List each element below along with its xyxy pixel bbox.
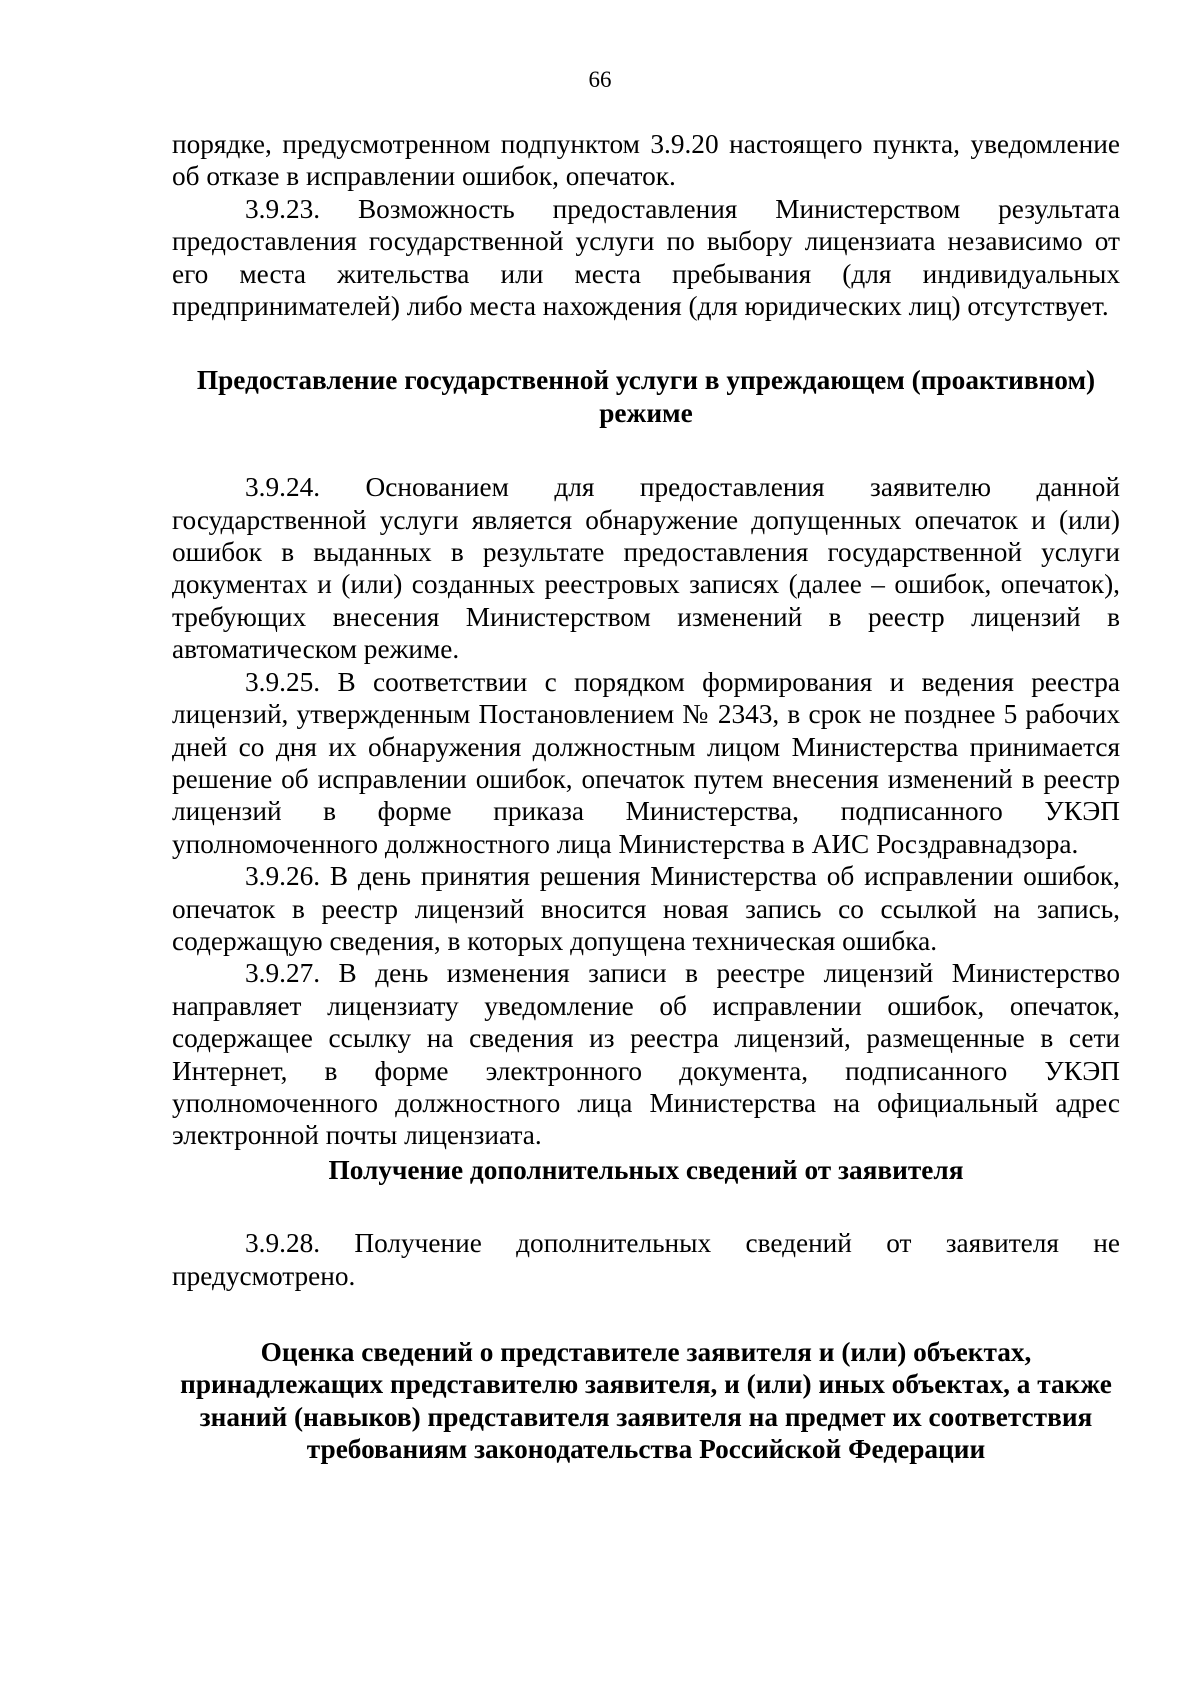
paragraph-3-9-27: 3.9.27. В день изменения записи в реестре лицензий Министерство направляет лицензиату уведомление об исправлении ошибок, опечаток, содержащее ссылку на сведения из реестра лицензий, размещенные в сети Интернет, в форме электронного документа, подписанного УКЭП уполномоченного должностного лица Министерства на официальный адрес электронной почты лицензиата. [172,958,1120,1151]
page-number: 66 [588,67,612,92]
document-body [172,128,1120,1466]
paragraph-3-9-23: 3.9.23. Возможность предоставления Министерством результата предоставления государственной услуги по выбору лицензиата независимо от его места жительства или места пребывания (для индивидуальных предпринимателей) либо места нахождения (для юридических лиц) отсутствует. [172,193,1120,322]
paragraph-continuation: порядке, предусмотренном подпунктом 3.9.20 настоящего пункта, уведомление об отказе в исправлении ошибок, опечаток. [172,129,1120,192]
paragraph-3-9-26: 3.9.26. В день принятия решения Министерства об исправлении ошибок, опечаток в реестр лицензий вносится новая запись со ссылкой на запись, содержащую сведения, в которых допущена техническая ошибка. [172,861,1120,956]
section-heading-assessment: Оценка сведений о представителе заявителя и (или) объектах, принадлежащих представителю заявителя, и (или) иных объектах, а также знаний (навыков) представителя заявителя на предмет их соответствия требованиям законодательства Российской Федерации [180,1337,1112,1465]
section-heading-proactive: Предоставление государственной услуги в упреждающем (проактивном) режиме [196,365,1096,428]
paragraph-3-9-28: 3.9.28. Получение дополнительных сведений от заявителя не предусмотрено. [172,1228,1120,1291]
section-heading-additional-info: Получение дополнительных сведений от заявителя [328,1154,964,1185]
paragraph-3-9-24: 3.9.24. Основанием для предоставления заявителю данной государственной услуги является обнаружение допущенных опечаток и (или) ошибок в выданных в результате предоставления государственной услуги документах и (или) созданных реестровых записях (далее – ошибок, опечаток), требующих внесения Министерством изменений в реестр лицензий в автоматическом режиме. [172,472,1120,665]
paragraph-3-9-25: 3.9.25. В соответствии с порядком формирования и ведения реестра лицензий, утвержденным Постановлением № 2343, в срок не позднее 5 рабочих дней со дня их обнаружения должностным лицом Министерства принимается решение об исправлении ошибок, опечаток путем внесения изменений в реестр лицензий в форме приказа Министерства, подписанного УКЭП уполномоченного должностного лица Министерства в АИС Росздравнадзора. [172,666,1120,859]
